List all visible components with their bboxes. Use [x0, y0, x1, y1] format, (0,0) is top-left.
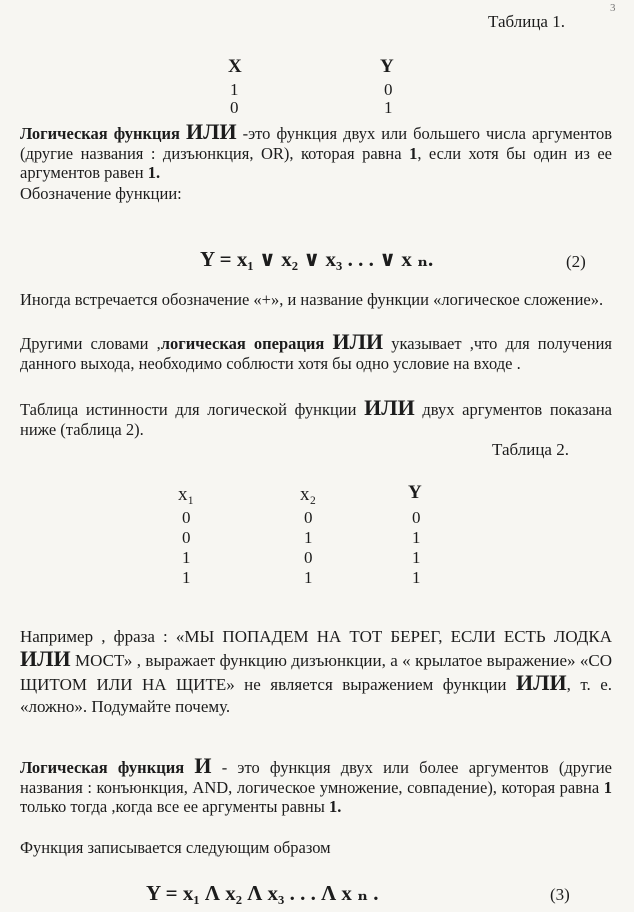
- or-truth-lead: Таблица истинности для логической функции: [20, 400, 365, 419]
- or-truth-name: ИЛИ: [364, 395, 415, 420]
- and-term: Логическая функция: [20, 758, 185, 777]
- table1-cell: 0: [230, 98, 239, 117]
- table2-cell: 1: [304, 528, 313, 547]
- table1-cell: 1: [230, 80, 239, 99]
- example-part3: , т. е. «ложно». Подумайте почему.: [20, 675, 612, 716]
- table2-cell: 1: [304, 568, 313, 587]
- table1-cell: 1: [384, 98, 393, 117]
- or-other-lead: Другими словами ,: [20, 334, 161, 353]
- table1-caption: Таблица 1.: [488, 12, 565, 31]
- table1-header-y: Y: [380, 56, 394, 77]
- table2-cell: 0: [412, 508, 421, 527]
- or-formula: Y = x₁ ∨ x₂ ∨ x₃ . . . ∨ x ₙ.: [200, 247, 434, 271]
- or-other-words: [20, 329, 613, 373]
- or-other-term: логическая операция: [160, 334, 325, 353]
- example-paragraph: [20, 626, 612, 718]
- and-formula: Y = x₁ Λ x₂ Λ x₃ . . . Λ x ₙ .: [146, 881, 379, 905]
- and-name: И: [194, 753, 212, 778]
- and-definition-text: - это функция двух или более аргументов (другие названия : конъюнкция, AND, логическое умножение, совпадение), которая равна: [20, 758, 613, 797]
- or-formula-number: (2): [566, 252, 586, 271]
- and-one: 1: [603, 777, 612, 797]
- or-name: ИЛИ: [185, 119, 237, 144]
- table2-header-y: Y: [408, 482, 422, 503]
- table1-cell: 0: [384, 80, 393, 99]
- table2-cell: 1: [182, 548, 191, 567]
- and-definition-end: только тогда ,когда все ее аргументы равны: [20, 797, 329, 816]
- table2-header-x2: x₂: [300, 484, 317, 505]
- and-designation: Функция записывается следующим образом: [20, 838, 331, 857]
- table2-cell: 0: [304, 508, 313, 527]
- or-definition: [20, 119, 612, 183]
- or-truth-intro: [20, 395, 612, 439]
- example-or2: ИЛИ: [515, 670, 567, 695]
- table2-cell: 0: [182, 528, 191, 547]
- or-definition-text: -это функция двух или большего числа аргументов (другие названия : дизъюнкция, OR), которая равна: [20, 124, 612, 163]
- table2-cell: 0: [182, 508, 191, 527]
- and-one-end: 1.: [328, 797, 342, 816]
- table2-cell: 1: [182, 568, 191, 587]
- example-part2: МОСТ» , выражает функцию дизъюнкции, а « крылатое выражение» «СО ЩИТОМ ИЛИ НА ЩИТЕ» не является выражением функции: [20, 651, 612, 694]
- table2-cell: 1: [412, 548, 421, 567]
- example-part1: Например , фраза : «МЫ ПОПАДЕМ НА ТОТ БЕРЕГ, ЕСЛИ ЕСТЬ ЛОДКА: [20, 627, 612, 646]
- or-definition-end: , если хотя бы один из ее аргументов равен: [20, 143, 612, 182]
- table2-caption: Таблица 2.: [492, 440, 569, 459]
- table2-cell: 1: [412, 528, 421, 547]
- or-other-rest: указывает ,что для получения данного выхода, необходимо соблюсти хотя бы одно условие на входе .: [20, 334, 613, 373]
- page-mark: 3: [610, 2, 616, 14]
- or-note: Иногда встречается обозначение «+», и название функции «логическое сложение».: [20, 290, 604, 309]
- or-other-name: ИЛИ: [332, 329, 384, 354]
- or-one: 1: [409, 143, 418, 163]
- and-formula-number: (3): [550, 885, 570, 904]
- or-designation: Обозначение функции:: [20, 184, 182, 203]
- or-term: Логическая функция: [20, 124, 180, 143]
- table2-cell: 1: [412, 568, 421, 587]
- example-or1: ИЛИ: [20, 646, 71, 671]
- table2-cell: 0: [304, 548, 313, 567]
- and-definition: [20, 753, 613, 817]
- table1-header-x: X: [228, 56, 242, 77]
- or-one-end: 1.: [147, 163, 161, 182]
- or-truth-rest: двух аргументов показана ниже (таблица 2).: [20, 400, 612, 439]
- table2-header-x1: x₁: [178, 484, 195, 505]
